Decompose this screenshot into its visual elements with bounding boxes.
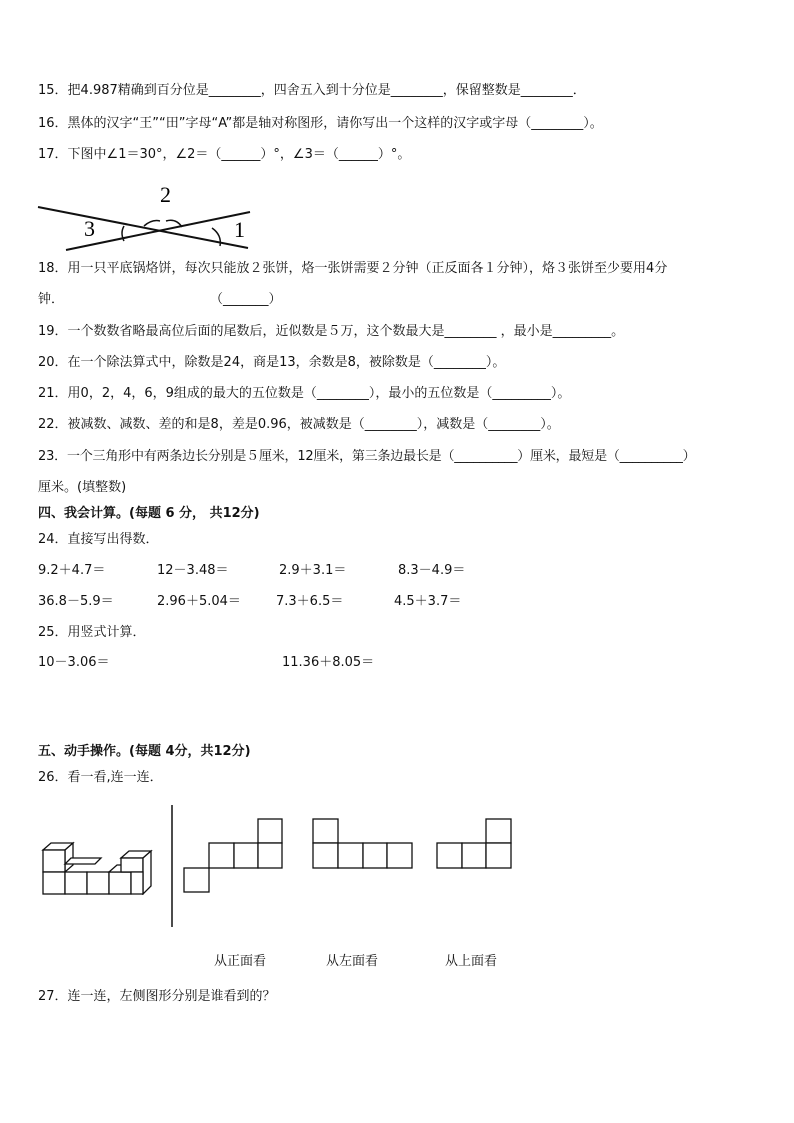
- view-figure-2: [312, 818, 415, 870]
- angle-2-arc-left: [144, 221, 160, 226]
- view-figure-1: [183, 818, 285, 894]
- question-18-line2: 钟．: [38, 292, 65, 307]
- calc-r2-c2: 2.96＋5.04＝: [157, 594, 241, 609]
- section-5-title: 五、动手操作。(每题 4分，共12分): [38, 744, 251, 759]
- question-20: 20．在一个除法算式中，除数是24，商是13，余数是8，被除数是（________）。: [38, 355, 506, 370]
- vertical-divider: [170, 805, 174, 927]
- view-label-left: 从左面看: [326, 954, 379, 969]
- question-21: 21．用0，2，4，6，9组成的最大的五位数是（________），最小的五位数是（_________）。: [38, 386, 571, 401]
- view-label-front: 从正面看: [214, 954, 267, 969]
- angle-2-label: 2: [160, 182, 171, 207]
- question-26: 26．看一看,连一连．: [38, 770, 163, 785]
- angle-1-label: 1: [234, 217, 245, 242]
- question-25: 25．用竖式计算．: [38, 625, 146, 640]
- question-18-blank: （_______）: [210, 292, 282, 307]
- question-17: 17．下图中∠1＝30°，∠2＝（______）°，∠3＝（______）°。: [38, 147, 411, 162]
- angle-figure: [36, 180, 256, 255]
- calc-r2-c1: 36.8－5.9＝: [38, 594, 114, 609]
- angle-3-arc: [122, 226, 124, 241]
- question-18-line1: 18．用一只平底锅烙饼，每次只能放２张饼，烙一张饼需要２分钟（正反面各１分钟），烙３张饼至少要用4分: [38, 261, 668, 276]
- question-19: 19．一个数数省略最高位后面的尾数后，近似数是５万，这个数最大是________ ，最小是_________。: [38, 324, 625, 339]
- calc-r1-c2: 12－3.48＝: [157, 563, 229, 578]
- calc-r1-c3: 2.9＋3.1＝: [279, 563, 347, 578]
- question-23-line1: 23．一个三角形中有两条边长分别是５厘米，12厘米，第三条边最长是（__________）厘米，最短是（__________）: [38, 449, 696, 464]
- cube-stack-figure: [40, 840, 155, 895]
- question-24: 24．直接写出得数．: [38, 532, 159, 547]
- calc-r2-c3: 7.3＋6.5＝: [276, 594, 344, 609]
- question-15: 15．把4.987精确到百分位是________，四舍五入到十分位是________，保留整数是________．: [38, 83, 586, 98]
- line-a: [38, 207, 248, 248]
- calc-r2-c4: 4.5＋3.7＝: [394, 594, 462, 609]
- vertical-calc-2: 11.36＋8.05＝: [282, 655, 375, 670]
- calc-r1-c1: 9.2＋4.7＝: [38, 563, 106, 578]
- question-23-line2: 厘米。(填整数): [38, 480, 127, 495]
- angle-3-label: 3: [84, 216, 95, 241]
- calc-r1-c4: 8.3－4.9＝: [398, 563, 466, 578]
- section-4-title: 四、我会计算。(每题 6 分， 共12分): [38, 506, 260, 521]
- question-16: 16．黑体的汉字“王”“田”字母“A”都是轴对称图形，请你写出一个这样的汉字或字母（________）。: [38, 116, 603, 131]
- view-label-top: 从上面看: [445, 954, 498, 969]
- question-27: 27．连一连，左侧图形分别是谁看到的？: [38, 989, 276, 1004]
- vertical-calc-1: 10－3.06＝: [38, 655, 110, 670]
- view-figure-3: [436, 818, 514, 870]
- question-22: 22．被减数、减数、差的和是8，差是0.96，被减数是（________），减数是（________）。: [38, 417, 560, 432]
